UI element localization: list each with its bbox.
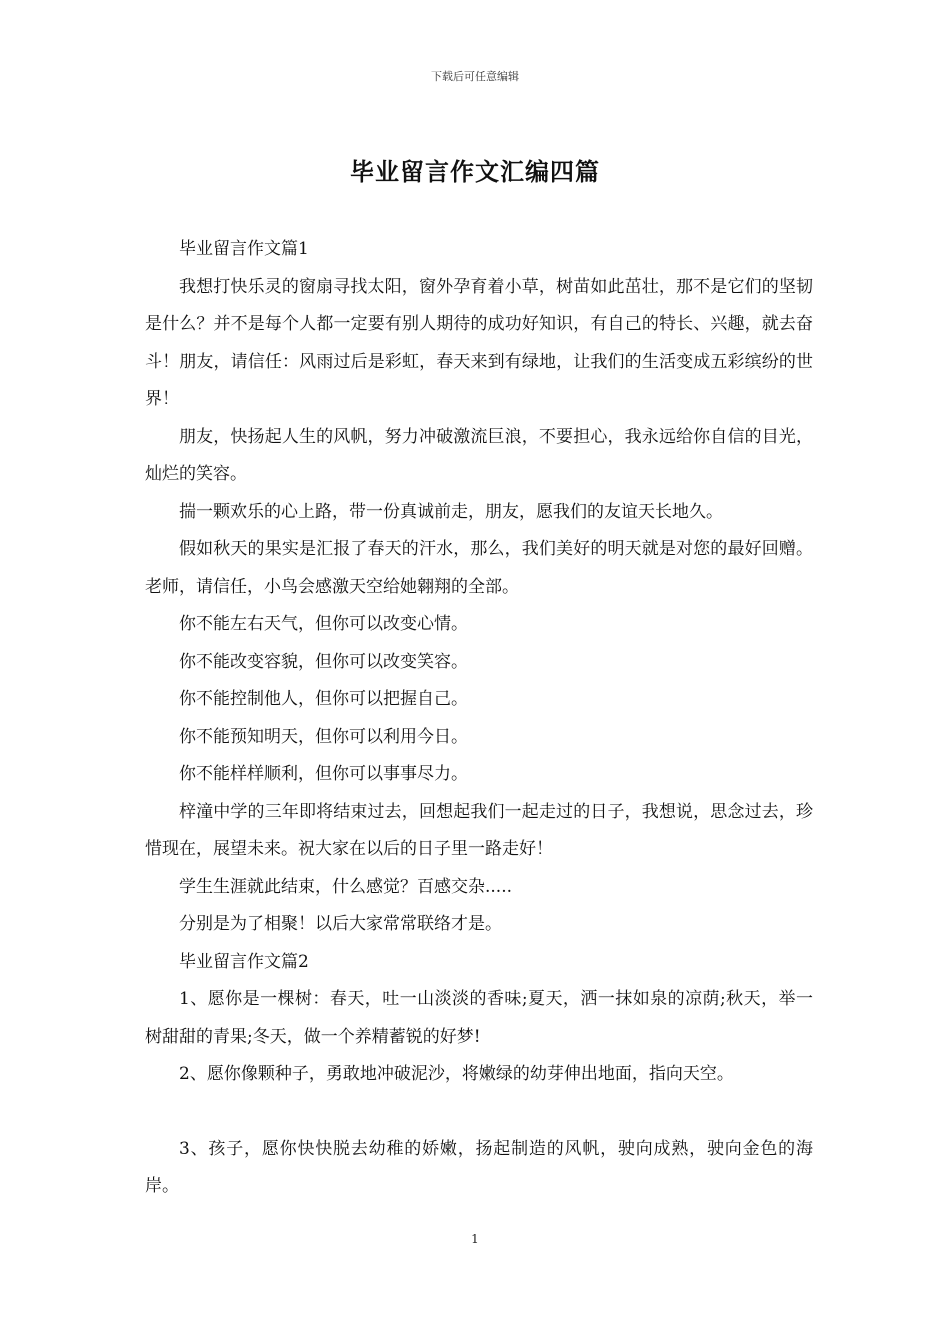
- section-heading-1: 毕业留言作文篇1: [179, 239, 309, 259]
- paragraph: 3、孩子，愿你快快脱去幼稚的娇嫩，扬起制造的风帆，驶向成熟，驶向金色的海岸。: [145, 1138, 813, 1196]
- document-title: 毕业留言作文汇编四篇: [350, 157, 600, 186]
- paragraph: 你不能样样顺利，但你可以事事尽力。: [179, 764, 468, 784]
- paragraph: 你不能控制他人，但你可以把握自己。: [179, 689, 468, 709]
- paragraph: 1、愿你是一棵树：春天，吐一山淡淡的香味;夏天，洒一抹如泉的凉荫;秋天，举一树甜甜的青果;冬天，做一个养精蓄锐的好梦!: [145, 989, 813, 1047]
- paragraph: 我想打快乐灵的窗扇寻找太阳，窗外孕育着小草，树苗如此茁壮，那不是它们的坚韧是什么？并不是每个人都一定要有别人期待的成功好知识，有自己的特长、兴趣，就去奋斗！朋友，请信任：风雨过后是彩虹，春天来到有绿地，让我们的生活变成五彩缤纷的世界！: [145, 276, 813, 409]
- document-body: [145, 231, 813, 1206]
- paragraph: 你不能改变容貌，但你可以改变笑容。: [179, 651, 468, 672]
- paragraph: 2、愿你像颗种子，勇敢地冲破泥沙，将嫩绿的幼芽伸出地面，指向天空。: [179, 1064, 734, 1084]
- header-note: 下载后可任意编辑: [431, 70, 519, 83]
- paragraph: 学生生涯就此结束，什么感觉？百感交杂.....: [179, 876, 513, 897]
- section-heading-2: 毕业留言作文篇2: [179, 951, 309, 972]
- paragraph: 梓潼中学的三年即将结束过去，回想起我们一起走过的日子，我想说，思念过去，珍惜现在，展望未来。祝大家在以后的日子里一路走好！: [145, 801, 813, 859]
- paragraph: 分别是为了相聚！以后大家常常联络才是。: [179, 914, 502, 934]
- paragraph: 你不能左右天气，但你可以改变心情。: [179, 614, 468, 634]
- paragraph: 假如秋天的果实是汇报了春天的汗水，那么，我们美好的明天就是对您的最好回赠。老师，请信任，小鸟会感激天空给她翱翔的全部。: [145, 539, 813, 597]
- page-number: 1: [471, 1232, 479, 1246]
- paragraph: 你不能预知明天，但你可以利用今日。: [179, 726, 468, 747]
- paragraph: 揣一颗欢乐的心上路，带一份真诚前走，朋友，愿我们的友谊天长地久。: [179, 501, 723, 522]
- paragraph: 朋友，快扬起人生的风帆，努力冲破激流巨浪，不要担心，我永远给你自信的目光，灿烂的笑容。: [145, 426, 813, 484]
- paragraph-gap: [145, 1094, 813, 1131]
